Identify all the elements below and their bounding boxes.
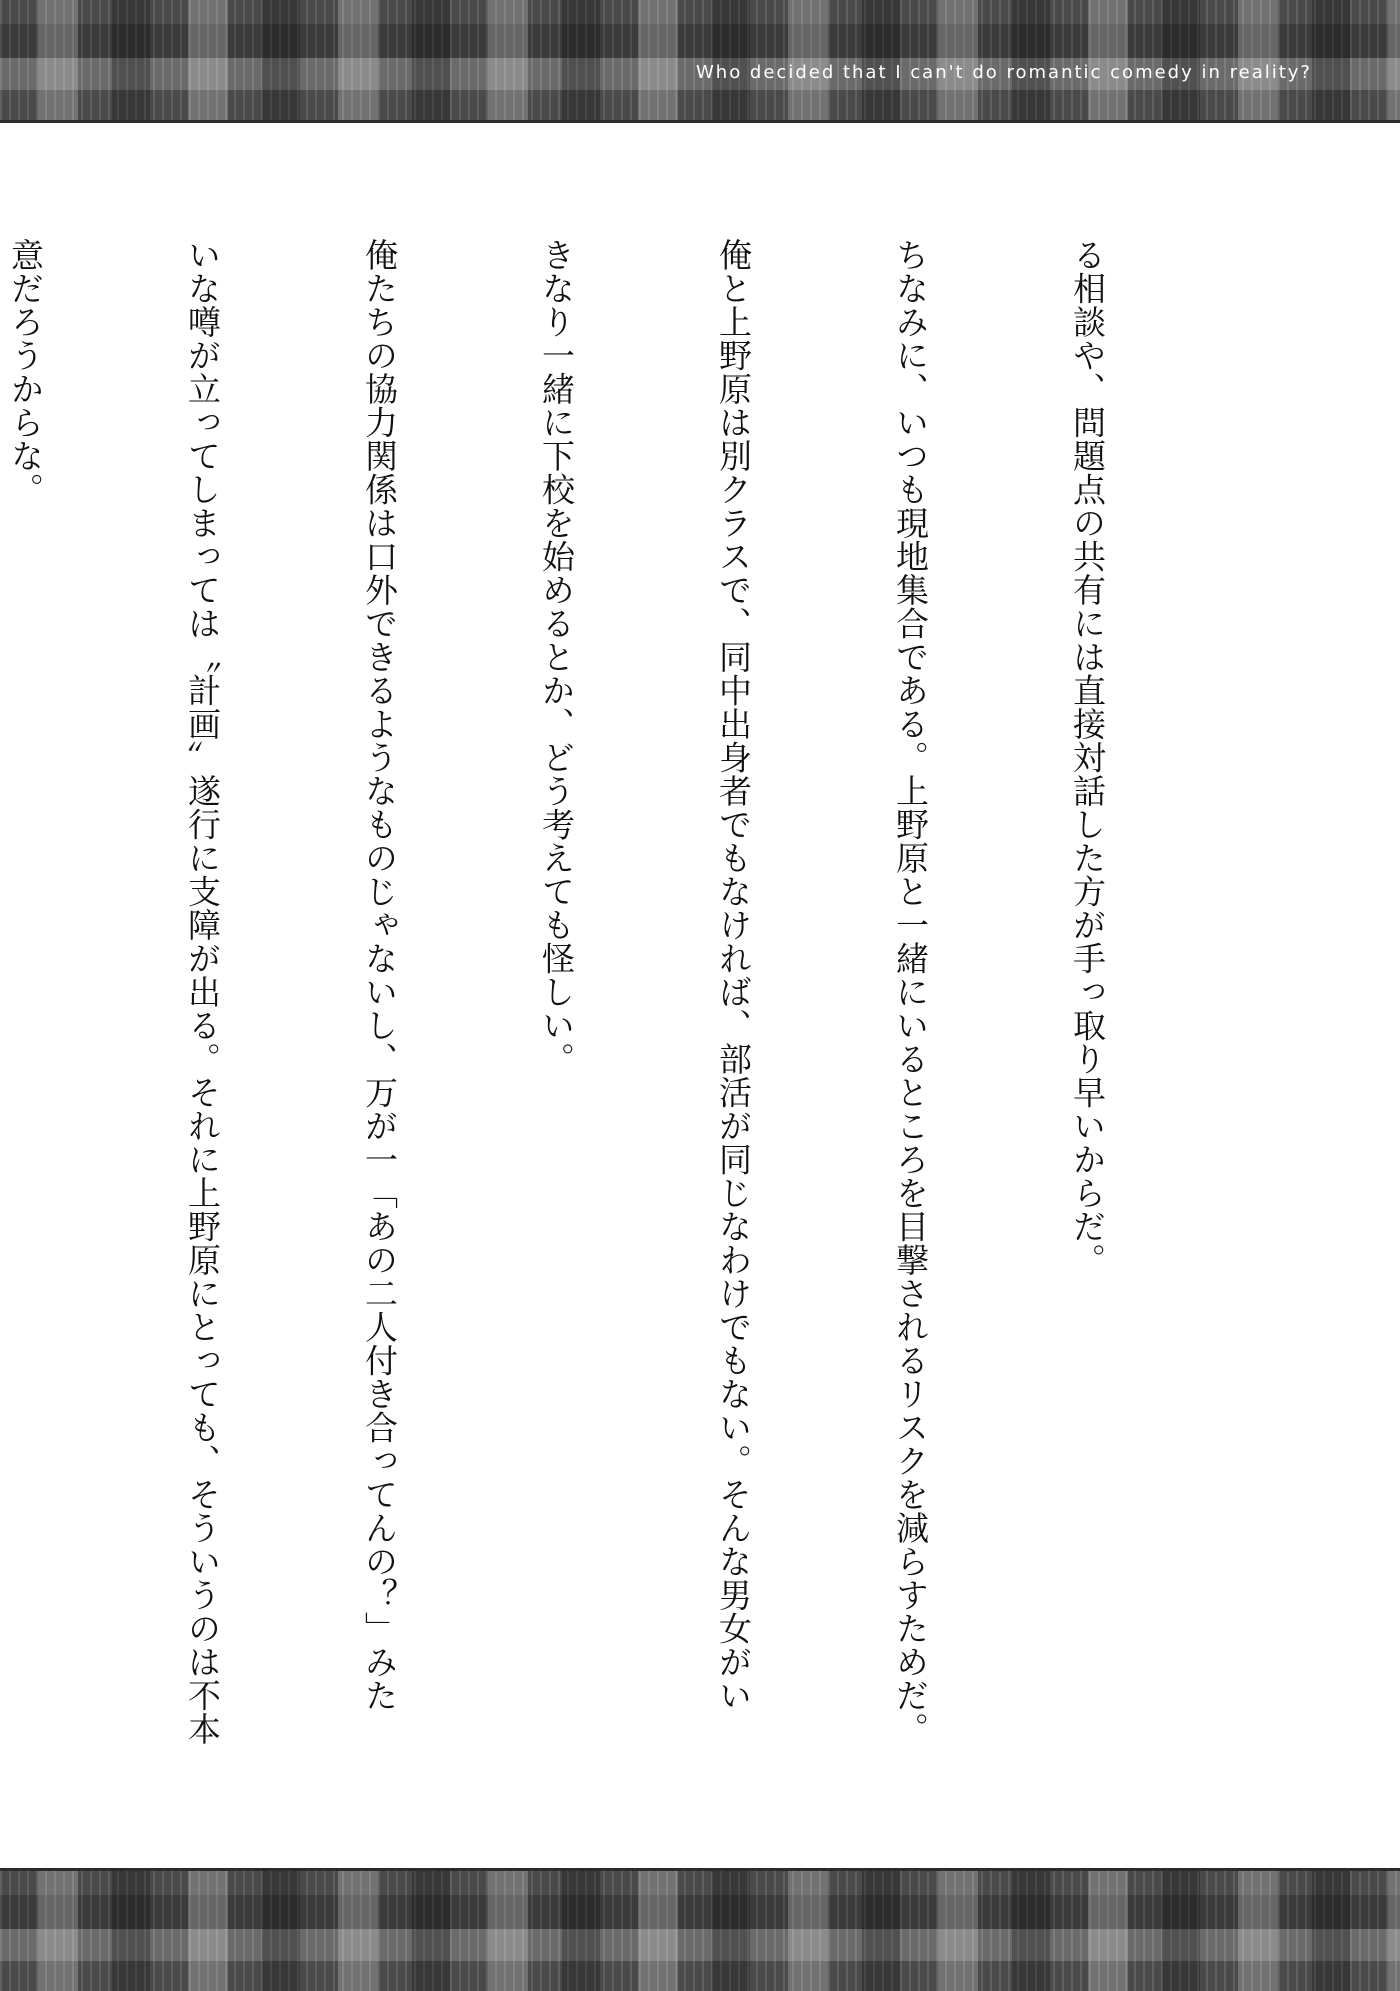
paragraph: 俺たちの協力関係は口外できるようなものじゃないし、万が一「あの二人付き合ってんの？」みた <box>360 238 399 1712</box>
paragraph: 意だろうからな。 <box>6 238 45 506</box>
paragraph: 俺と上野原は別クラスで、同中出身者でもなければ、部活が同じなわけでもない。そんな男女がい <box>714 238 753 1712</box>
paragraph: きなり一緒に下校を始めるとか、どう考えても怪しい。 <box>537 238 576 1076</box>
paragraph: いな噂が立ってしまっては〝計画〟遂行に支障が出る。それに上野原にとっても、そういうのは不本 <box>183 238 222 1746</box>
paragraph: ちなみに、いつも現地集合である。上野原と一緒にいるところを目撃されるリスクを減らすためだ。 <box>891 238 930 1746</box>
vertical-body-text <box>0 238 1235 1838</box>
running-title: Who decided that I can't do romantic comedy in reality? <box>695 62 1312 83</box>
plaid-header-band <box>0 0 1400 123</box>
plaid-footer-band <box>0 1868 1400 1991</box>
paragraph: る相談や、問題点の共有には直接対話した方が手っ取り早いからだ。 <box>1068 238 1107 1277</box>
